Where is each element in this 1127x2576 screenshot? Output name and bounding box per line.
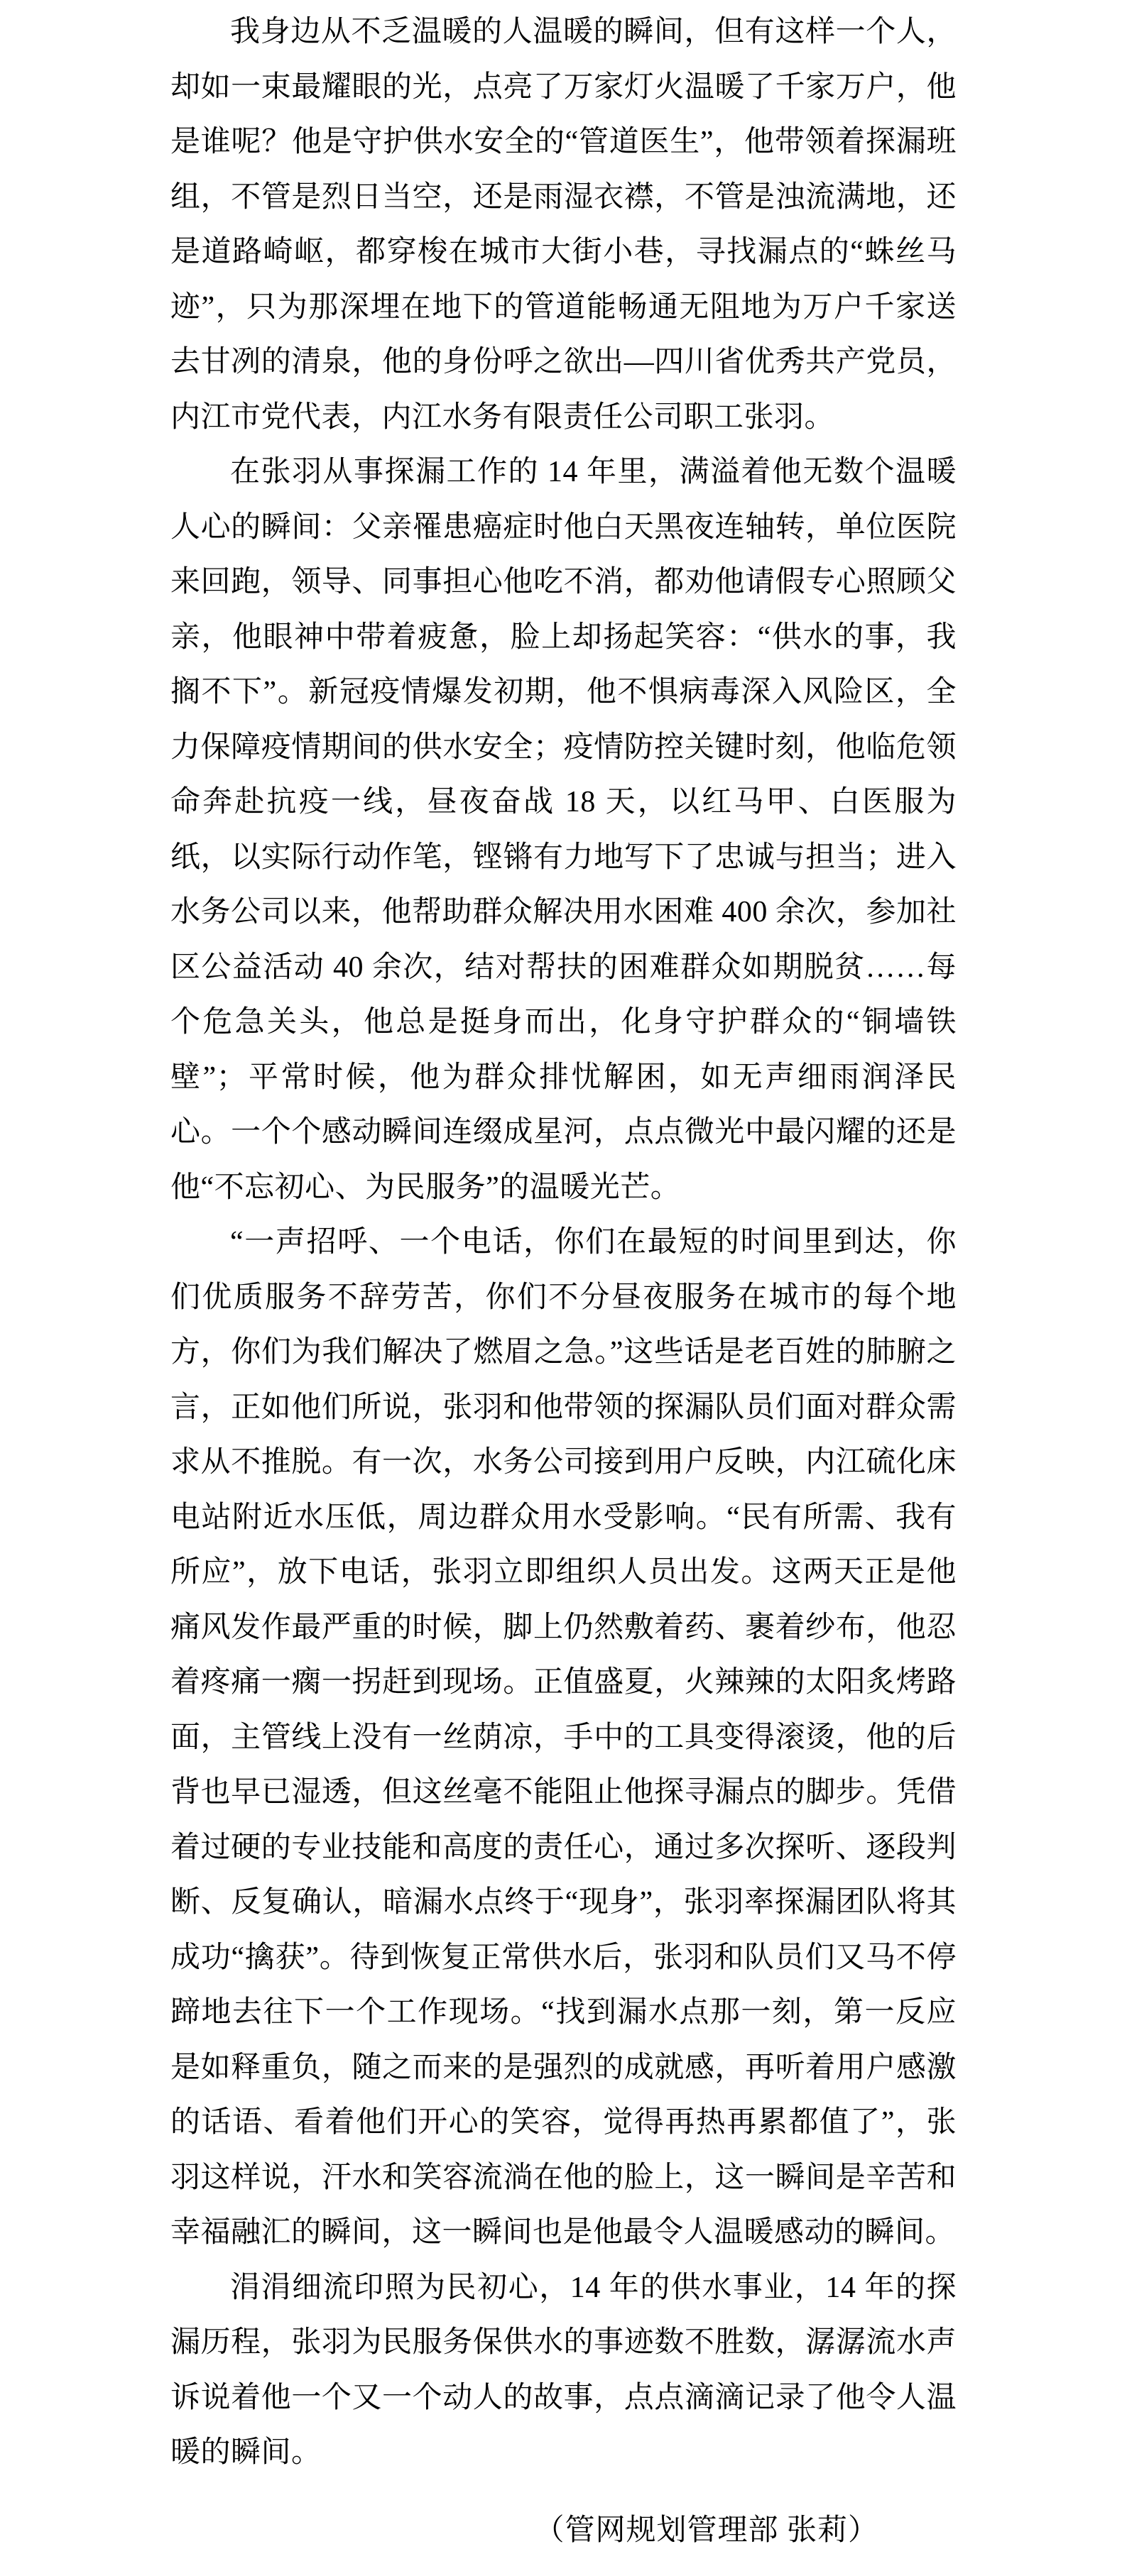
paragraph-2: 在张羽从事探漏工作的 14 年里，满溢着他无数个温暖人心的瞬间：父亲罹患癌症时他白天黑夜连轴转，单位医院来回跑，领导、同事担心他吃不消，都劝他请假专心照顾父亲，他眼神中带着疲惫，脸上却扬起笑容：“供水的事，我搁不下”。新冠疫情爆发初期，他不惧病毒深入风险区，全力保障疫情期间的供水安全；疫情防控关键时刻，他临危领命奔赴抗疫一线，昼夜奋战 18 天，以红马甲、白医服为纸，以实际行动作笔，铿锵有力地写下了忠诚与担当；进入水务公司以来，他帮助群众解决用水困难 400 余次，参加社区公益活动 40 余次，结对帮扶的困难群众如期脱贫……每个危急关头，他总是挺身而出，化身守护群众的“铜墙铁壁”；平常时候，他为群众排忧解困，如无声细雨润泽民心。一个个感动瞬间连缀成星河，点点微光中最闪耀的还是他“不忘初心、为民服务”的温暖光芒。 (170, 456, 957, 1204)
paragraph-3: “一声招呼、一个电话，你们在最短的时间里到达，你们优质服务不辞劳苦，你们不分昼夜服务在城市的每个地方，你们为我们解决了燃眉之急。”这些话是老百姓的肺腑之言，正如他们所说，张羽和他带领的探漏队员们面对群众需求从不推脱。有一次，水务公司接到用户反映，内江硫化床电站附近水压低，周边群众用水受影响。“民有所需、我有所应”，放下电话，张羽立即组织人员出发。这两天正是他痛风发作最严重的时候，脚上仍然敷着药、裹着纱布，他忍着疼痛一瘸一拐赶到现场。正值盛夏，火辣辣的太阳炙烤路面，主管线上没有一丝荫凉，手中的工具变得滚烫，他的后背也早已湿透，但这丝毫不能阻止他探寻漏点的脚步。凭借着过硬的专业技能和高度的责任心，通过多次探听、逐段判断、反复确认，暗漏水点终于“现身”，张羽率探漏团队将其成功“擒获”。待到恢复正常供水后，张羽和队员们又马不停蹄地去往下一个工作现场。“找到漏水点那一刻，第一反应是如释重负，随之而来的是强烈的成就感，再听着用户感激的话语、看着他们开心的笑容，觉得再热再累都值了”，张羽这样说，汗水和笑容流淌在他的脸上，这一瞬间是辛苦和幸福融汇的瞬间，这一瞬间也是他最令人温暖感动的瞬间。 (170, 1226, 957, 2249)
paragraph-4: 涓涓细流印照为民初心，14 年的供水事业，14 年的探漏历程，张羽为民服务保供水的事迹数不胜数，潺潺流水声诉说着他一个又一个动人的故事，点点滴滴记录了他令人温暖的瞬间。 (170, 2271, 957, 2469)
paragraph-1: 我身边从不乏温暖的人温暖的瞬间，但有这样一个人，却如一束最耀眼的光，点亮了万家灯火温暖了千家万户，他是谁呢？他是守护供水安全的“管道医生”，他带领着探漏班组，不管是烈日当空，还是雨湿衣襟，不管是浊流满地，还是道路崎岖，都穿梭在城市大街小巷，寻找漏点的“蛛丝马迹”，只为那深埋在地下的管道能畅通无阻地为万户千家送去甘冽的清泉，他的身份呼之欲出—四川省优秀共产党员，内江市党代表，内江水务有限责任公司职工张羽。 (170, 16, 957, 434)
signature: （管网规划管理部 张莉） (534, 2514, 878, 2547)
